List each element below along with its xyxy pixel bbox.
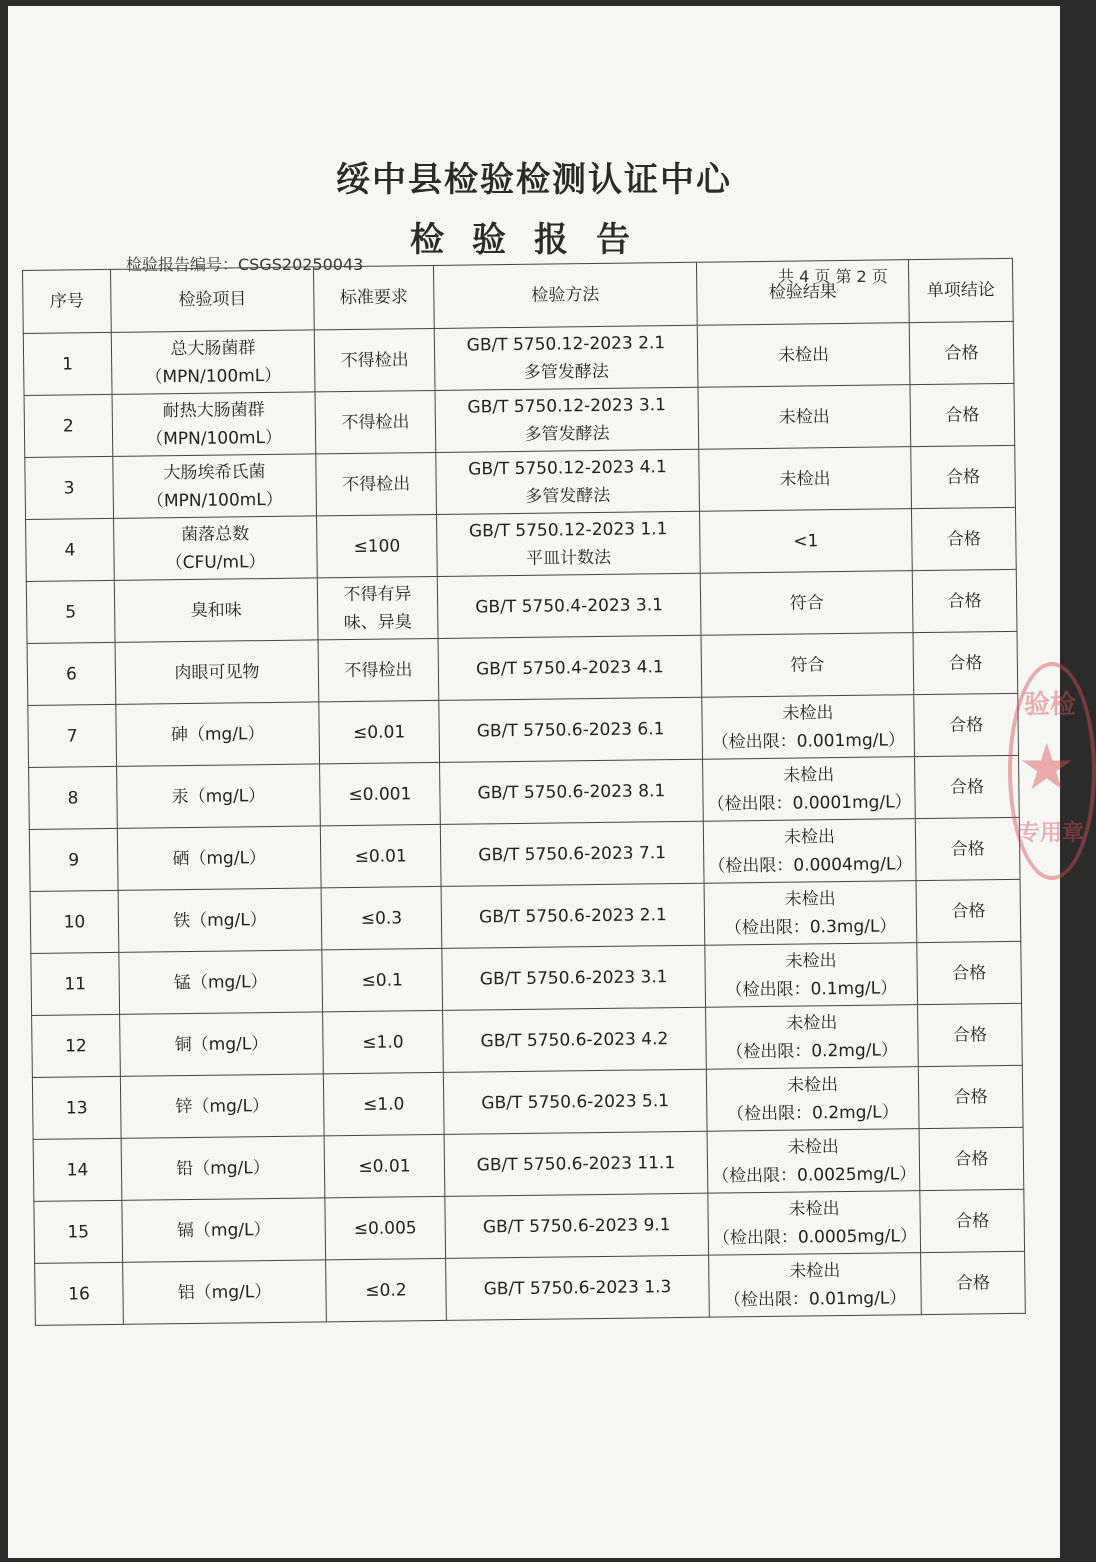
cell-standard xyxy=(314,328,435,391)
cell-conclusion: 合格 xyxy=(917,941,1022,1004)
cell-result-line: 未检出 xyxy=(784,888,836,910)
cell-method-line: GB/T 5750.6-2023 3.1 xyxy=(479,966,668,989)
cell-method-line: 多管发酵法 xyxy=(523,361,609,383)
cell-result xyxy=(708,1191,921,1256)
cell-item xyxy=(123,1260,327,1324)
cell-item xyxy=(112,392,316,456)
cell-result-line: 未检出 xyxy=(786,1012,838,1034)
cell-standard-line: 不得检出 xyxy=(344,659,413,681)
cell-method xyxy=(435,387,699,452)
cell-method-line: GB/T 5750.12-2023 1.1 xyxy=(468,518,668,542)
cell-method xyxy=(440,759,704,824)
cell-method xyxy=(437,511,701,576)
cell-method-line: GB/T 5750.4-2023 3.1 xyxy=(475,594,664,617)
cell-no: 15 xyxy=(34,1200,123,1263)
cell-no: 4 xyxy=(26,518,115,581)
cell-result xyxy=(707,1129,920,1194)
cell-result-line: （检出限：0.1mg/L） xyxy=(725,977,898,1000)
cell-result xyxy=(703,819,916,884)
column-header-conclusion: 单项结论 xyxy=(908,258,1013,322)
cell-result-line: 未检出 xyxy=(787,1136,839,1158)
cell-method-line: 多管发酵法 xyxy=(525,485,611,507)
cell-item xyxy=(118,888,322,952)
cell-result-line: （检出限：0.0004mg/L） xyxy=(708,853,913,877)
cell-standard xyxy=(316,452,437,515)
cell-item-line: 镉（mg/L） xyxy=(176,1219,271,1241)
cell-item xyxy=(111,330,315,394)
cell-conclusion: 合格 xyxy=(919,1127,1024,1190)
cell-item-line: 臭和味 xyxy=(190,599,242,621)
cell-result xyxy=(701,633,914,698)
cell-item-line: 铁（mg/L） xyxy=(173,909,267,931)
cell-result-line: （检出限：0.001mg/L） xyxy=(711,729,906,753)
cell-method-line: GB/T 5750.6-2023 1.3 xyxy=(483,1276,672,1299)
cell-item xyxy=(120,1074,324,1138)
cell-result-line: 符合 xyxy=(789,592,824,614)
cell-method xyxy=(437,573,701,638)
cell-result-line: 未检出 xyxy=(785,950,837,972)
inspection-table xyxy=(22,258,1026,1326)
cell-item xyxy=(113,454,317,518)
cell-item-line: 菌落总数 xyxy=(181,523,250,545)
cell-standard-line: 不得检出 xyxy=(340,349,409,371)
column-header-method: 检验方法 xyxy=(433,262,697,328)
official-seal xyxy=(1008,662,1096,880)
cell-item xyxy=(117,826,321,890)
cell-standard-line: ≤0.01 xyxy=(354,845,407,867)
cell-method xyxy=(438,635,702,700)
cell-standard xyxy=(323,1010,444,1073)
cell-method-line: GB/T 5750.6-2023 2.1 xyxy=(478,904,667,927)
cell-standard xyxy=(323,1072,444,1135)
cell-standard-line: ≤1.0 xyxy=(362,1031,404,1053)
cell-standard-line: 不得检出 xyxy=(341,411,410,433)
cell-item-line: 耐热大肠菌群 xyxy=(162,399,265,421)
column-header-result: 检验结果 xyxy=(696,260,909,326)
cell-conclusion: 合格 xyxy=(915,817,1020,880)
seal-text-top: 验检 xyxy=(1024,690,1077,720)
cell-result xyxy=(709,1253,922,1318)
cell-method-line: GB/T 5750.6-2023 8.1 xyxy=(477,780,666,803)
cell-method xyxy=(444,1131,708,1196)
cell-item-line: 砷（mg/L） xyxy=(170,723,265,745)
cell-item-line: 铅（mg/L） xyxy=(176,1157,270,1179)
cell-method xyxy=(434,325,698,390)
cell-result-line: （检出限：0.0005mg/L） xyxy=(712,1225,918,1249)
table-row xyxy=(35,1251,1026,1325)
cell-standard xyxy=(326,1258,447,1321)
report-number: 检验报告编号：CSGS20250043 xyxy=(126,255,364,274)
cell-result-line: （检出限：0.2mg/L） xyxy=(726,1101,899,1124)
column-header-no: 序号 xyxy=(23,269,112,333)
cell-result xyxy=(706,1067,919,1132)
seal-star-icon: ★ xyxy=(1018,731,1076,805)
cell-item xyxy=(114,516,318,580)
cell-item xyxy=(116,702,320,766)
cell-conclusion: 合格 xyxy=(911,445,1016,508)
cell-conclusion: 合格 xyxy=(909,321,1014,384)
cell-standard-line: ≤0.001 xyxy=(348,783,412,805)
cell-result xyxy=(706,1005,919,1070)
cell-result xyxy=(699,447,912,512)
cell-result-line: （检出限：0.0025mg/L） xyxy=(711,1163,917,1187)
cell-result-line: （检出限：0.0001mg/L） xyxy=(707,791,912,815)
cell-method xyxy=(440,821,704,886)
cell-item-line: 肉眼可见物 xyxy=(174,661,260,683)
cell-standard xyxy=(320,824,441,887)
cell-method-line: GB/T 5750.6-2023 5.1 xyxy=(481,1090,670,1113)
cell-item-line: （CFU/mL） xyxy=(165,551,266,573)
cell-standard-line: ≤0.01 xyxy=(358,1155,411,1177)
cell-standard-line: ≤0.2 xyxy=(365,1279,407,1301)
cell-item-line: 锌（mg/L） xyxy=(175,1095,270,1117)
cell-standard-line: ≤0.01 xyxy=(352,721,406,743)
cell-result xyxy=(698,385,911,450)
cell-standard-line: 味、异臭 xyxy=(343,611,412,633)
cell-conclusion: 合格 xyxy=(915,755,1020,818)
cell-result-line: 未检出 xyxy=(782,702,834,724)
seal-text-bottom: 专用章 xyxy=(1018,821,1085,846)
cell-method-line: GB/T 5750.12-2023 4.1 xyxy=(468,456,667,480)
cell-no: 13 xyxy=(32,1076,121,1139)
cell-method-line: 多管发酵法 xyxy=(524,423,610,445)
cell-method-line: GB/T 5750.4-2023 4.1 xyxy=(475,656,664,679)
cell-result-line: （检出限：0.3mg/L） xyxy=(724,915,897,938)
cell-standard-line: 不得有异 xyxy=(343,583,412,605)
cell-standard-line: ≤0.3 xyxy=(360,907,403,929)
cell-standard xyxy=(321,886,442,949)
cell-method-line: GB/T 5750.12-2023 2.1 xyxy=(466,332,666,356)
cell-standard xyxy=(317,576,438,639)
cell-method xyxy=(436,449,700,514)
cell-conclusion: 合格 xyxy=(912,569,1017,632)
cell-no: 16 xyxy=(35,1262,124,1325)
cell-result xyxy=(697,323,910,388)
cell-result-line: 未检出 xyxy=(788,1198,840,1220)
cell-result-line: 未检出 xyxy=(777,344,830,366)
cell-no: 11 xyxy=(31,952,120,1015)
cell-result xyxy=(704,881,917,946)
column-header-item: 检验项目 xyxy=(110,267,314,332)
cell-no: 6 xyxy=(27,642,116,705)
cell-item-line: 铜（mg/L） xyxy=(174,1033,269,1055)
table-body xyxy=(23,321,1025,1325)
cell-result-line: 未检出 xyxy=(789,1260,841,1282)
cell-no: 3 xyxy=(25,456,114,519)
cell-result-line: 未检出 xyxy=(786,1074,839,1096)
cell-standard-line: ≤0.005 xyxy=(353,1217,417,1239)
cell-standard-line: ≤0.1 xyxy=(361,969,403,991)
cell-item xyxy=(121,1136,325,1200)
cell-item xyxy=(122,1198,326,1262)
cell-no: 8 xyxy=(29,766,118,829)
cell-method-line: 平皿计数法 xyxy=(525,547,612,569)
cell-item xyxy=(117,764,321,828)
organization-title: 绥中县检验检测认证中心 xyxy=(336,160,732,200)
cell-no: 10 xyxy=(30,890,119,953)
cell-method-line: GB/T 5750.12-2023 3.1 xyxy=(467,394,667,418)
cell-item-line: （MPN/100mL） xyxy=(146,489,283,511)
cell-method xyxy=(446,1255,710,1320)
cell-item xyxy=(119,950,323,1014)
cell-result-line: 未检出 xyxy=(783,826,836,848)
page-indicator: 共 4 页 第 2 页 xyxy=(778,267,888,286)
cell-result-line: <1 xyxy=(793,530,819,552)
cell-no: 9 xyxy=(29,828,118,891)
cell-result-line: 未检出 xyxy=(778,406,830,428)
cell-result-line: 未检出 xyxy=(783,764,835,786)
cell-standard xyxy=(318,638,439,701)
cell-no: 14 xyxy=(33,1138,122,1201)
cell-method xyxy=(441,883,705,948)
cell-item-line: 大肠埃希氏菌 xyxy=(163,461,266,483)
cell-conclusion: 合格 xyxy=(916,879,1021,942)
cell-conclusion: 合格 xyxy=(914,693,1019,756)
cell-conclusion: 合格 xyxy=(918,1065,1023,1128)
cell-no: 1 xyxy=(23,332,112,395)
cell-standard xyxy=(322,948,443,1011)
cell-no: 2 xyxy=(24,394,113,457)
cell-no: 12 xyxy=(32,1014,121,1077)
column-header-standard: 标准要求 xyxy=(313,265,434,329)
cell-standard-line: ≤100 xyxy=(353,535,401,557)
cell-conclusion: 合格 xyxy=(913,631,1018,694)
cell-item-line: （MPN/100mL） xyxy=(146,427,283,449)
cell-standard-line: ≤1.0 xyxy=(362,1093,405,1115)
cell-method xyxy=(442,945,706,1010)
cell-item-line: （MPN/100mL） xyxy=(145,365,282,387)
cell-conclusion: 合格 xyxy=(918,1003,1023,1066)
cell-result xyxy=(703,757,916,822)
cell-standard xyxy=(325,1196,446,1259)
cell-item-line: 锰（mg/L） xyxy=(173,971,268,993)
cell-result-line: （检出限：0.01mg/L） xyxy=(723,1287,907,1311)
cell-conclusion: 合格 xyxy=(920,1189,1025,1252)
cell-standard xyxy=(319,700,440,763)
cell-method xyxy=(443,1069,707,1134)
cell-method-line: GB/T 5750.6-2023 7.1 xyxy=(478,842,667,865)
cell-standard xyxy=(315,390,436,453)
report-title: 检验报告 xyxy=(410,220,658,260)
report-page xyxy=(8,6,1085,1558)
cell-standard xyxy=(317,514,438,577)
cell-item-line: 硒（mg/L） xyxy=(172,847,267,869)
cell-conclusion: 合格 xyxy=(911,507,1016,570)
cell-item xyxy=(120,1012,324,1076)
cell-method-line: GB/T 5750.6-2023 11.1 xyxy=(476,1152,676,1176)
cell-method xyxy=(439,697,703,762)
cell-no: 5 xyxy=(26,580,115,643)
cell-method xyxy=(445,1193,709,1258)
cell-result-line: 未检出 xyxy=(779,468,831,490)
cell-standard-line: 不得检出 xyxy=(342,473,411,495)
cell-method xyxy=(443,1007,707,1072)
cell-item xyxy=(115,640,319,704)
cell-method-line: GB/T 5750.6-2023 4.2 xyxy=(480,1028,669,1051)
cell-standard xyxy=(320,762,441,825)
cell-result xyxy=(705,943,918,1008)
cell-no: 7 xyxy=(28,704,117,767)
cell-result xyxy=(700,571,913,636)
cell-result-line: （检出限：0.2mg/L） xyxy=(726,1039,899,1062)
cell-method-line: GB/T 5750.6-2023 9.1 xyxy=(482,1214,671,1237)
cell-conclusion: 合格 xyxy=(910,383,1015,446)
cell-method-line: GB/T 5750.6-2023 6.1 xyxy=(476,718,665,741)
cell-item-line: 汞（mg/L） xyxy=(171,785,266,807)
cell-item xyxy=(114,578,318,642)
cell-standard xyxy=(324,1134,445,1197)
cell-result xyxy=(699,509,912,574)
cell-result-line: 符合 xyxy=(790,654,825,676)
cell-item-line: 总大肠菌群 xyxy=(170,337,256,359)
cell-item-line: 铝（mg/L） xyxy=(177,1281,272,1303)
cell-result xyxy=(702,695,915,760)
cell-conclusion: 合格 xyxy=(921,1251,1026,1314)
